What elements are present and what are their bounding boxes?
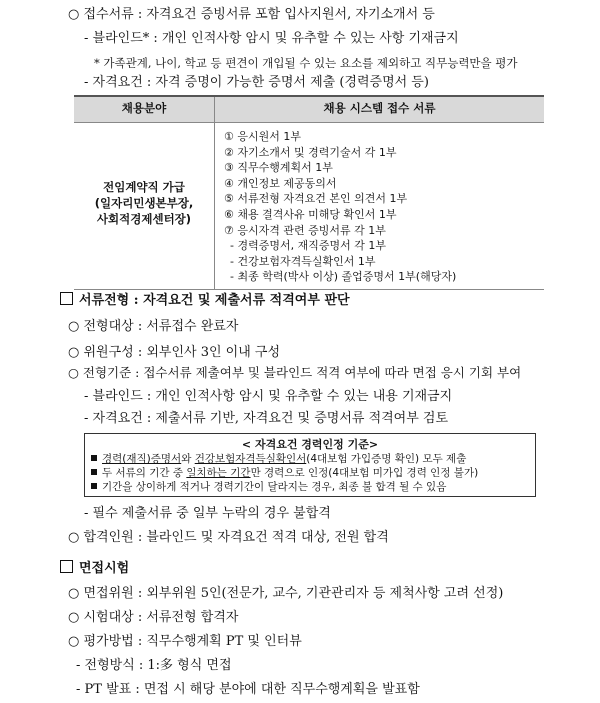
screening-pass: ○ 합격인원 : 블라인드 및 자격요건 적격 대상, 전원 합격 <box>68 530 389 545</box>
doc-item: ⑥ 채용 결격사유 미해당 확인서 1부 <box>224 207 397 221</box>
bullet-icon <box>91 469 97 475</box>
criteria-text: 와 <box>181 453 195 465</box>
docs-line: ○ 접수서류 : 자격요건 증빙서류 포함 입사지원서, 자기소개서 등 <box>68 7 435 22</box>
interview-title-text: 면접시험 <box>79 561 130 576</box>
screening-title <box>60 292 350 310</box>
criteria-text: 만 경력으로 인정(4대보험 미가입 경력 인정 불가) <box>250 467 479 479</box>
docs-cell <box>224 129 456 285</box>
career-criteria-box <box>84 433 536 497</box>
screening-missing: - 필수 제출서류 중 일부 누락의 경우 불합격 <box>84 506 331 521</box>
doc-item: ② 자기소개서 및 경력기술서 각 1부 <box>224 145 397 159</box>
interview-title <box>60 560 129 578</box>
criteria-text: 경력(재직)증명서 <box>102 453 182 465</box>
screening-blind: - 블라인드 : 개인 인적사항 암시 및 유추할 수 있는 내용 기재금지 <box>84 389 453 404</box>
doc-subitem: - 최종 학력(박사 이상) 졸업증명서 1부(해당자) <box>230 270 457 284</box>
category-line: 사회적경제센터장) <box>96 212 192 226</box>
column-divider <box>214 97 215 289</box>
criteria-row <box>85 466 535 480</box>
criteria-text: 두 서류의 기간 중 <box>102 467 187 479</box>
checkbox-square-icon <box>60 292 73 305</box>
doc-subitem: - 경력증명서, 재직증명서 각 1부 <box>230 239 386 253</box>
category-line: 전임계약직 가급 <box>103 180 185 194</box>
doc-item: ③ 직무수행계획서 1부 <box>224 161 333 175</box>
screening-criteria: ○ 전형기준 : 접수서류 제출여부 및 블라인드 적격 여부에 따라 면접 응시 기회 부여 <box>68 365 522 380</box>
bullet-icon <box>91 483 97 489</box>
criteria-text: 기간을 상이하게 적거나 경력기간이 달라지는 경우, 최종 불 합격 될 수 있음 <box>102 481 447 493</box>
doc-subitem: - 건강보험자격득실확인서 1부 <box>230 254 376 268</box>
header-category: 채용분야 <box>121 101 167 115</box>
header-docs: 채용 시스템 접수 서류 <box>323 101 436 115</box>
interview-target: ○ 시험대상 : 서류전형 합격자 <box>68 610 239 625</box>
criteria-row <box>85 452 535 466</box>
screening-committee: ○ 위원구성 : 외부인사 3인 이내 구성 <box>68 345 281 360</box>
interview-method: ○ 평가방법 : 직무수행계획 PT 및 인터뷰 <box>68 634 302 649</box>
criteria-text: (4대보험 가입증명 확인) 모두 제출 <box>306 453 467 465</box>
category-line: (일자리민생본부장, <box>94 196 194 210</box>
doc-item: ① 응시원서 1부 <box>224 130 301 143</box>
doc-item: ⑤ 서류전형 자격요건 본인 의견서 1부 <box>224 192 408 206</box>
criteria-row <box>85 480 535 494</box>
qualification-line: - 자격요건 : 자격 증명이 가능한 증명서 제출 (경력증명서 등) <box>84 75 429 90</box>
application-documents-table <box>74 95 544 290</box>
interview-format: - 전형방식 : 1:多 형식 면접 <box>76 658 232 673</box>
screening-title-text: 서류전형 : 자격요건 및 제출서류 적격여부 판단 <box>79 293 350 308</box>
blind-note: * 가족관계, 나이, 학교 등 편견이 개입될 수 있는 요소를 제외하고 직무능력만을 평가 <box>94 56 518 70</box>
criteria-text: 일치하는 기간 <box>186 467 251 479</box>
checkbox-square-icon <box>60 560 73 573</box>
screening-target: ○ 전형대상 : 서류접수 완료자 <box>68 319 239 334</box>
criteria-title: < 자격요건 경력인정 기준> <box>241 438 379 451</box>
bullet-icon <box>91 455 97 461</box>
doc-item: ④ 개인정보 제공동의서 <box>224 176 337 190</box>
criteria-text: 건강보험자격득실확인서 <box>194 453 307 465</box>
doc-item: ⑦ 응시자격 관련 증빙서류 각 1부 <box>224 223 386 237</box>
blind-line: - 블라인드* : 개인 인적사항 암시 및 유추할 수 있는 사항 기재금지 <box>84 31 459 46</box>
screening-qualification: - 자격요건 : 제출서류 기반, 자격요건 및 증명서류 적격여부 검토 <box>84 411 449 426</box>
interview-pt: - PT 발표 : 면접 시 해당 분야에 대한 직무수행계획을 발표함 <box>76 682 420 697</box>
interview-panel: ○ 면접위원 : 외부위원 5인(전문가, 교수, 기관관리자 등 제척사항 고려 선정) <box>68 586 504 601</box>
category-cell <box>74 179 214 227</box>
